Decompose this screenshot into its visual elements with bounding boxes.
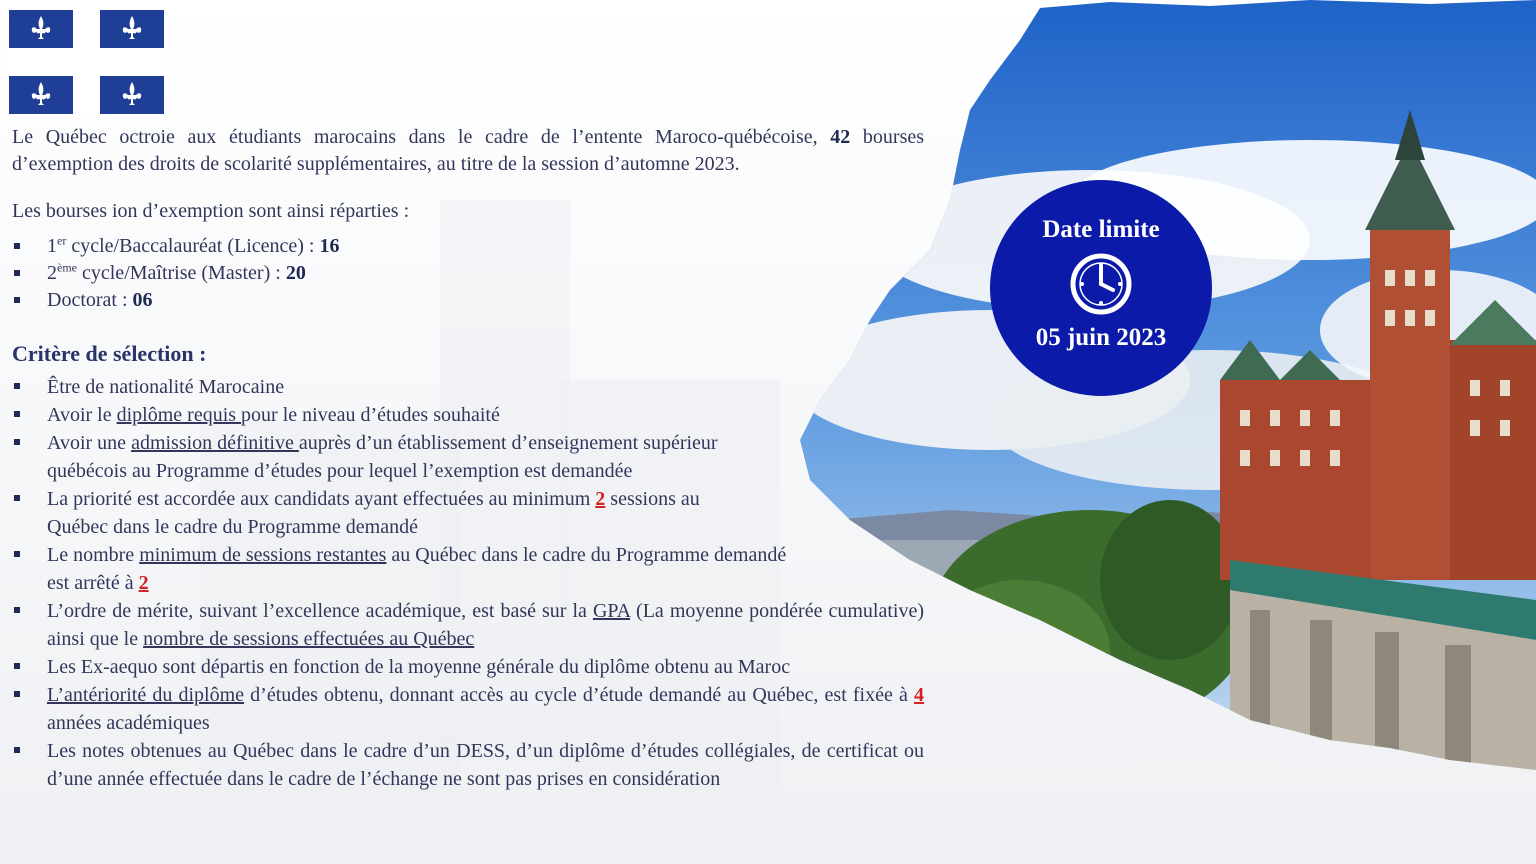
criterion-underline: admission définitive <box>131 432 299 454</box>
criterion-text: sessions au <box>605 488 700 510</box>
list-item <box>12 260 924 287</box>
item-prefix: 2 <box>47 262 57 284</box>
criterion-text: La priorité est accordée aux candidats ayant effectuées au minimum <box>47 488 596 510</box>
item-label: cycle/Baccalauréat (Licence) : <box>66 235 320 257</box>
repartition-list <box>12 233 924 314</box>
item-prefix: 1 <box>47 235 57 257</box>
criterion-number: 2 <box>138 572 149 594</box>
intro-part1: Le Québec octroie aux étudiants marocains dans le cadre de l’entente Maroco-québécoise, <box>12 126 818 148</box>
list-item <box>12 401 924 429</box>
criterion-text: auprès d’un établissement d’enseignement supérieur <box>298 432 718 454</box>
deadline-badge <box>990 180 1212 396</box>
criterion-text: Les notes obtenues au Québec dans le cadre d’un DESS, d’un diplôme d’études collégiales, de certificat ou d’une année effectuée dans le cadre de l’échange ne sont pas prises en considération <box>47 740 924 790</box>
list-item <box>12 485 924 541</box>
quebec-flag <box>9 10 164 114</box>
list-item <box>12 287 924 314</box>
list-item <box>12 373 924 401</box>
criterion-underline: L’antériorité du diplôme <box>47 684 245 706</box>
fleur-de-lis-icon <box>9 10 73 48</box>
list-item <box>12 233 924 260</box>
fleur-de-lis-icon <box>9 76 73 114</box>
list-item <box>12 597 924 653</box>
criteria-list <box>12 373 924 793</box>
criteria-heading: Critère de sélection : <box>12 341 207 366</box>
criterion-underline: minimum de sessions restantes <box>139 544 387 566</box>
criterion-underline: GPA <box>592 600 631 622</box>
criterion-text: pour le niveau d’études souhaité <box>241 404 500 426</box>
main-text <box>12 124 924 793</box>
deadline-date: 05 juin 2023 <box>1035 324 1167 351</box>
list-item <box>12 737 924 793</box>
item-value: 16 <box>319 235 340 257</box>
item-label: cycle/Maîtrise (Master) : <box>77 262 286 284</box>
criterion-text: Le nombre <box>47 544 140 566</box>
intro-part2: bourses d’exemption des droits de scolarité supplémentaires, au titre de la session d’automne 2023. <box>12 126 925 175</box>
criterion-text: Être de nationalité Marocaine <box>47 376 285 398</box>
criterion-number: 2 <box>595 488 606 510</box>
criterion-underline: diplôme requis <box>116 404 242 426</box>
list-item <box>12 653 924 681</box>
criterion-underline: nombre de sessions effectuées au Québec <box>143 628 475 650</box>
item-value: 06 <box>132 289 153 311</box>
item-label: Doctorat : <box>47 289 133 311</box>
item-value: 20 <box>285 262 306 284</box>
repartition-lead: Les bourses ion d’exemption sont ainsi réparties : <box>12 200 410 222</box>
criterion-text: Avoir une <box>47 432 132 454</box>
clock-icon <box>1069 252 1133 316</box>
criterion-text: est arrêté à <box>47 572 139 594</box>
list-item <box>12 541 924 597</box>
deadline-title: Date limite <box>1042 216 1160 243</box>
item-sup: er <box>57 233 67 248</box>
criterion-text: québécois au Programme d’études pour lequel l’exemption est demandée <box>47 460 633 482</box>
criterion-text: (La moyenne pondérée cumulative) ainsi que le <box>47 600 925 650</box>
list-item <box>12 681 924 737</box>
list-item <box>12 429 797 485</box>
criterion-text: L’ordre de mérite, suivant l’excellence académique, est basé sur la <box>47 600 593 622</box>
fleur-de-lis-icon <box>100 10 164 48</box>
criterion-text: au Québec dans le cadre du Programme demandé <box>386 544 787 566</box>
scholarship-count: 42 <box>830 126 851 148</box>
criterion-text: d’études obtenu, donnant accès au cycle d’étude demandé au Québec, est fixée à <box>244 684 914 706</box>
item-sup: ème <box>57 260 77 275</box>
fleur-de-lis-icon <box>100 76 164 114</box>
criterion-number: 4 <box>914 684 924 706</box>
criterion-text: Québec dans le cadre du Programme demandé <box>47 516 418 538</box>
criterion-text: années académiques <box>47 712 210 734</box>
criterion-text: Avoir le <box>47 404 117 426</box>
criterion-text: Les Ex-aequo sont départis en fonction de la moyenne générale du diplôme obtenu au Maroc <box>47 656 791 678</box>
intro-paragraph <box>12 124 924 178</box>
